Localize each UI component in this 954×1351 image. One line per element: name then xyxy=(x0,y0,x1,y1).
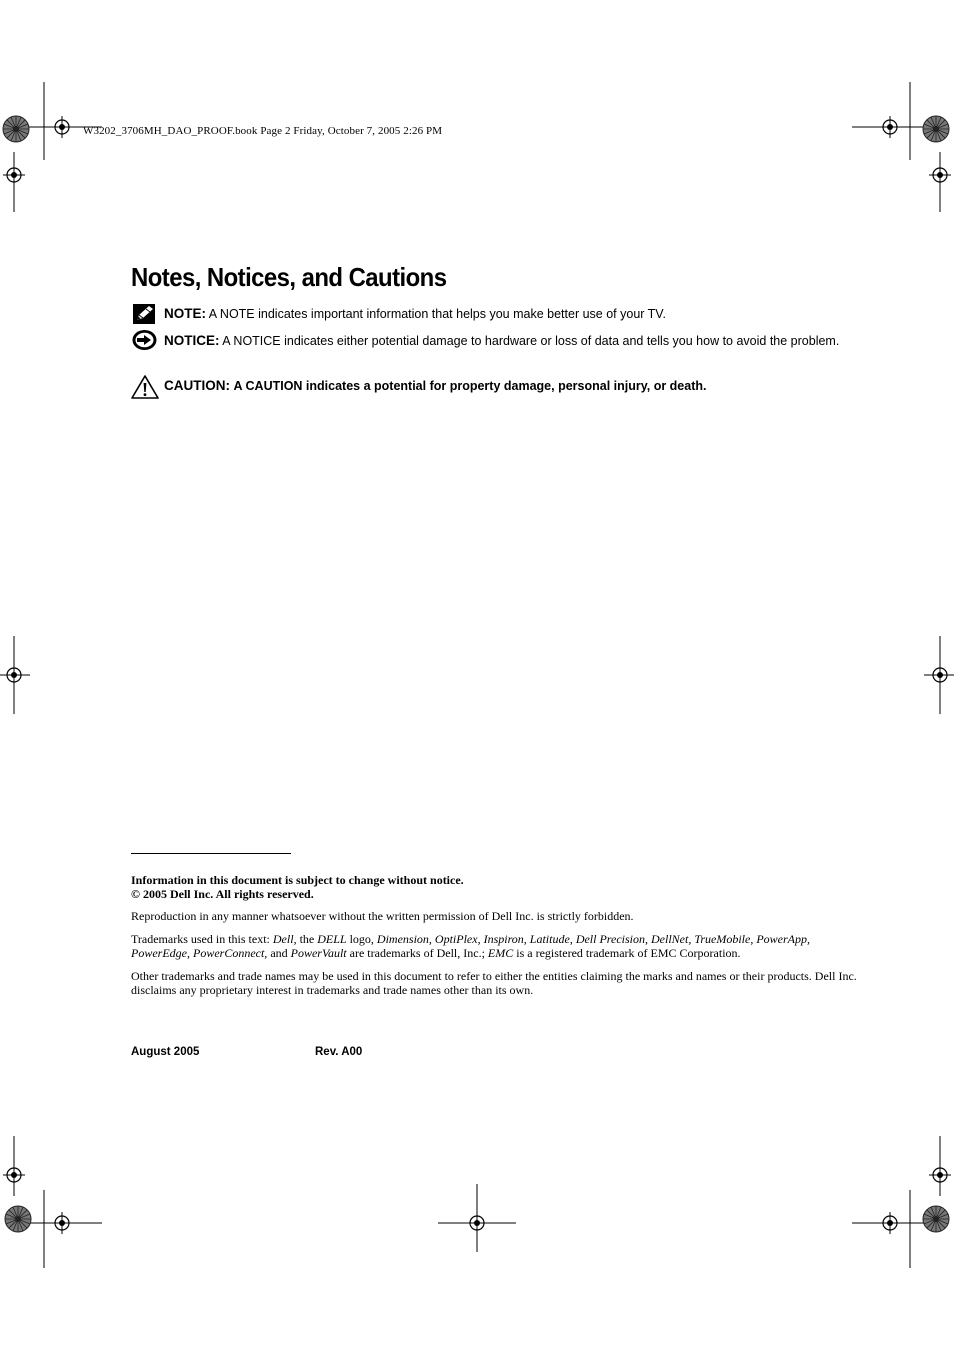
tm-powervault: PowerVault xyxy=(290,946,347,960)
tm-text-7: and xyxy=(267,946,291,960)
note-text: A NOTE indicates important information that helps you make better use of your TV. xyxy=(208,307,666,321)
arrow-circle-icon xyxy=(131,330,158,352)
tm-text-6: , xyxy=(750,932,757,946)
tm-emc: EMC xyxy=(487,946,514,960)
slug-line: W3202_3706MH_DAO_PROOF.book Page 2 Friday, October 7, 2005 2:26 PM xyxy=(83,125,443,137)
trademarks-paragraph xyxy=(131,932,861,960)
other-trademarks-paragraph: Other trademarks and trade names may be used in this document to refer to either the entities claiming the marks and names or their products. Dell Inc. disclaims any proprietary interest in trademarks and trade names other than its own. xyxy=(131,969,857,997)
tm-text-5: , xyxy=(569,932,576,946)
tm-text-4: , xyxy=(523,932,530,946)
note-label: NOTE: xyxy=(164,306,206,321)
caution-text: A CAUTION indicates a potential for property damage, personal injury, or death. xyxy=(233,379,707,393)
tm-precision-list: Dell Precision, DellNet, TrueMobile xyxy=(575,932,751,946)
info-line: Information in this document is subject to change without notice. xyxy=(131,873,464,887)
copyright-line: © 2005 Dell Inc. All rights reserved. xyxy=(131,887,314,901)
tm-text-2: , the xyxy=(293,932,318,946)
notice-label: NOTICE: xyxy=(164,333,220,348)
tm-text-8: are trademarks of Dell, Inc.; xyxy=(346,946,488,960)
tm-dell-logo: DELL xyxy=(317,932,347,946)
info-block xyxy=(131,873,861,901)
caution-label: CAUTION: xyxy=(164,378,230,393)
page-title: Notes, Notices, and Cautions xyxy=(131,262,447,292)
tm-dell: Dell xyxy=(272,932,294,946)
tm-latitude: Latitude xyxy=(529,932,570,946)
warning-triangle-icon xyxy=(131,375,158,397)
reproduction-notice: Reproduction in any manner whatsoever without the written permission of Dell Inc. is strictly forbidden. xyxy=(131,909,634,923)
footnote-divider xyxy=(131,853,291,854)
tm-text-3: logo, xyxy=(346,932,377,946)
notice-text: A NOTICE indicates either potential damage to hardware or loss of data and tells you how to avoid the problem. xyxy=(222,334,840,348)
notice-text-block xyxy=(164,332,854,350)
tm-powerapp-list: PowerApp, PowerEdge, PowerConnect, xyxy=(131,932,811,960)
note-text-block xyxy=(164,305,854,323)
tm-dimension-list: Dimension, OptiPlex, Inspiron xyxy=(376,932,524,946)
pencil-note-icon xyxy=(131,303,158,325)
footer-date: August 2005 xyxy=(131,1046,200,1058)
caution-text-block xyxy=(164,377,854,395)
tm-text-1: Trademarks used in this text: xyxy=(131,932,273,946)
footer-revision: Rev. A00 xyxy=(315,1046,363,1058)
tm-text-9: is a registered trademark of EMC Corporation. xyxy=(513,946,741,960)
